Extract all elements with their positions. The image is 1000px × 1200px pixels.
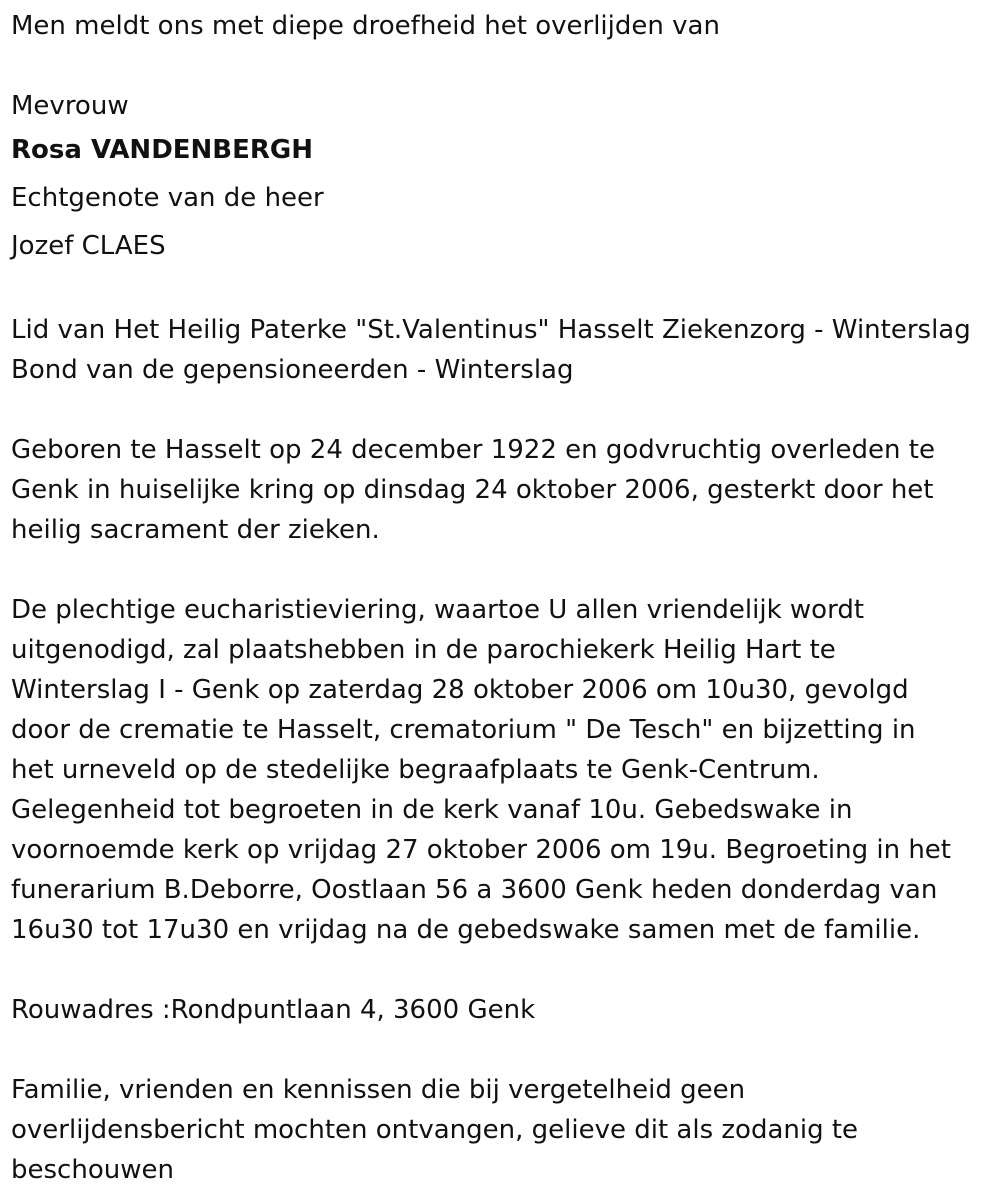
spacer	[11, 1030, 996, 1070]
ceremony-line: het urneveld op de stedelijke begraafplaats te Genk-Centrum.	[11, 755, 820, 785]
spacer	[11, 390, 996, 430]
ceremony-line: uitgenodigd, zal plaatshebben in de parochiekerk Heilig Hart te	[11, 635, 836, 665]
obituary-notice	[11, 6, 996, 1190]
birth-death-line: heilig sacrament der zieken.	[11, 515, 380, 545]
membership-line: Lid van Het Heilig Paterke "St.Valentinus" Hasselt Ziekenzorg - Winterslag	[11, 315, 971, 345]
closing-line: beschouwen	[11, 1155, 174, 1185]
ceremony-line: De plechtige eucharistieviering, waartoe U allen vriendelijk wordt	[11, 595, 865, 625]
intro-text: Men meldt ons met diepe droefheid het overlijden van	[11, 11, 720, 41]
spacer	[11, 950, 996, 990]
ceremony-line: Winterslag I - Genk op zaterdag 28 oktober 2006 om 10u30, gevolgd	[11, 675, 909, 705]
closing-line: overlijdensbericht mochten ontvangen, gelieve dit als zodanig te	[11, 1115, 859, 1145]
spacer	[11, 550, 996, 590]
spacer	[11, 270, 996, 310]
membership-line: Bond van de gepensioneerden - Winterslag	[11, 355, 574, 385]
ceremony-line: 16u30 tot 17u30 en vrijdag na de gebedswake samen met de familie.	[11, 915, 921, 945]
ceremony-line: voornoemde kerk op vrijdag 27 oktober 2006 om 19u. Begroeting in het	[11, 835, 951, 865]
ceremony-line: door de crematie te Hasselt, crematorium " De Tesch" en bijzetting in	[11, 715, 916, 745]
ceremony-line: funerarium B.Deborre, Oostlaan 56 a 3600 Genk heden donderdag van	[11, 875, 938, 905]
closing-line: Familie, vrienden en kennissen die bij vergetelheid geen	[11, 1075, 746, 1105]
deceased-name: Rosa VANDENBERGH	[11, 135, 313, 165]
spacer	[11, 46, 996, 86]
spouse-name: Jozef CLAES	[11, 231, 166, 261]
mourning-address: Rouwadres :Rondpuntlaan 4, 3600 Genk	[11, 995, 536, 1025]
ceremony-line: Gelegenheid tot begroeten in de kerk vanaf 10u. Gebedswake in	[11, 795, 853, 825]
deceased-title: Mevrouw	[11, 91, 129, 121]
birth-death-line: Genk in huiselijke kring op dinsdag 24 oktober 2006, gesterkt door het	[11, 475, 934, 505]
deceased-relation: Echtgenote van de heer	[11, 183, 324, 213]
birth-death-line: Geboren te Hasselt op 24 december 1922 en godvruchtig overleden te	[11, 435, 935, 465]
